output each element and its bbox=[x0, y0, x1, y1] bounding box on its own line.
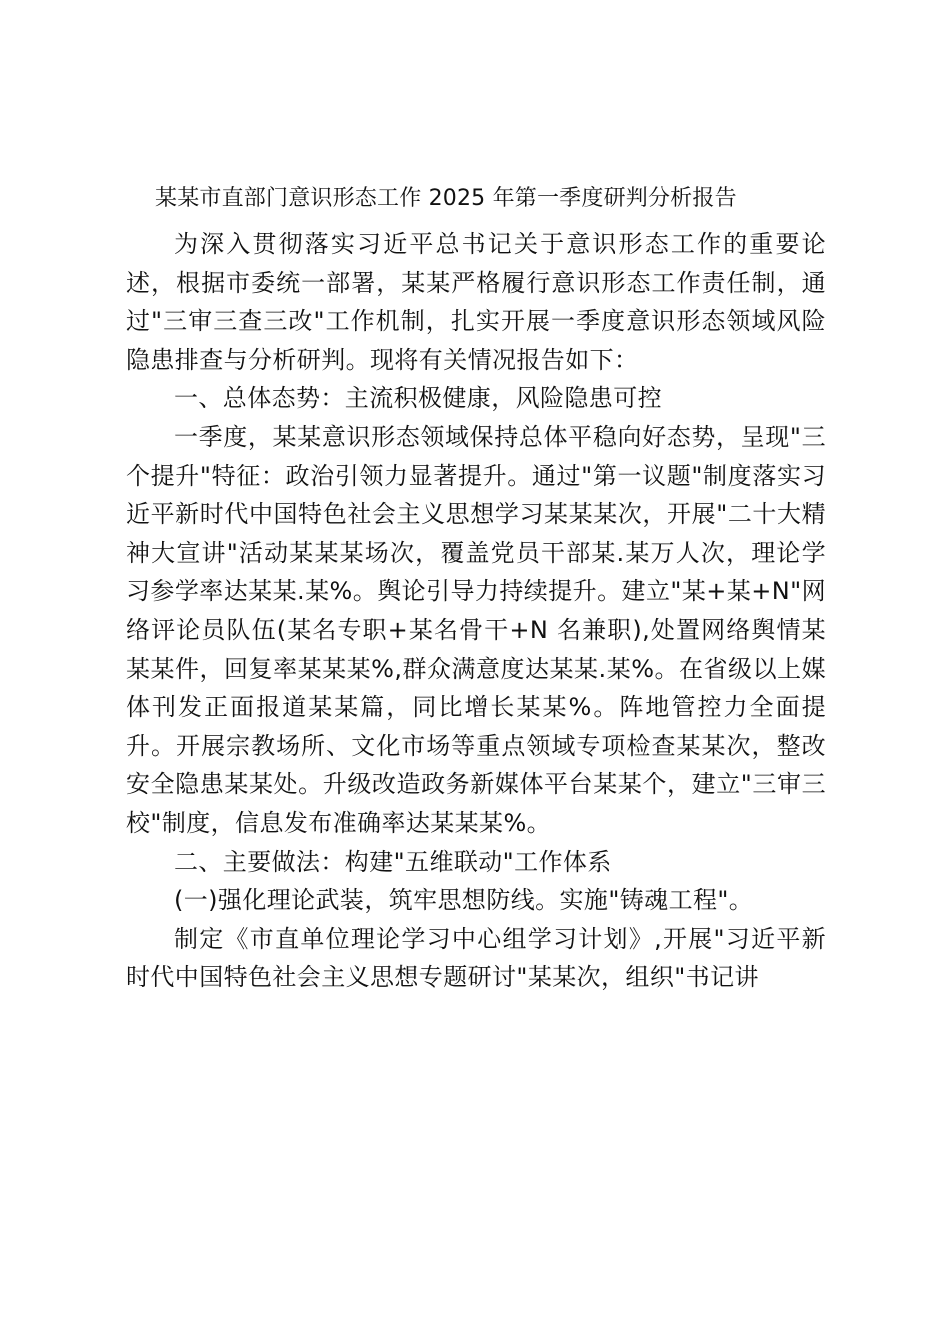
document-body bbox=[126, 225, 826, 997]
practice-paragraph: 制定《市直单位理论学习中心组学习计划》,开展"习近平新时代中国特色社会主义思想专题研讨"某某次，组织"书记讲 bbox=[126, 924, 826, 992]
document-title: 某某市直部门意识形态工作 2025 年第一季度研判分析报告 bbox=[155, 186, 737, 211]
section-heading-2: 二、主要做法：构建"五维联动"工作体系 bbox=[174, 847, 612, 876]
section-heading-1: 一、总体态势：主流积极健康，风险隐患可控 bbox=[174, 384, 662, 413]
intro-paragraph: 为深入贯彻落实习近平总书记关于意识形态工作的重要论述，根据市委统一部署，某某严格履行意识形态工作责任制，通过"三审三查三改"工作机制，扎实开展一季度意识形态领域风险隐患排查与分析研判。现将有关情况报告如下： bbox=[126, 230, 826, 374]
subsection-heading-1: (一)强化理论武装，筑牢思想防线。实施"铸魂工程"。 bbox=[174, 886, 754, 915]
situation-paragraph: 一季度，某某意识形态领域保持总体平稳向好态势，呈现"三个提升"特征：政治引领力显著提升。通过"第一议题"制度落实习近平新时代中国特色社会主义思想学习某某某次，开展"二十大精神大宣讲"活动某某某场次，覆盖党员干部某.某万人次，理论学习参学率达某某.某%。舆论引导力持续提升。建立"某+某+N"网络评论员队伍(某名专职+某名骨干+N 名兼职),处置网络舆情某某某件，回复率某某某%,群众满意度达某某.某%。在省级以上媒体刊发正面报道某某篇，同比增长某某%。阵地管控力全面提升。开展宗教场所、文化市场等重点领域专项检查某某次，整改安全隐患某某处。升级改造政务新媒体平台某某个，建立"三审三校"制度，信息发布准确率达某某某%。 bbox=[126, 422, 826, 837]
